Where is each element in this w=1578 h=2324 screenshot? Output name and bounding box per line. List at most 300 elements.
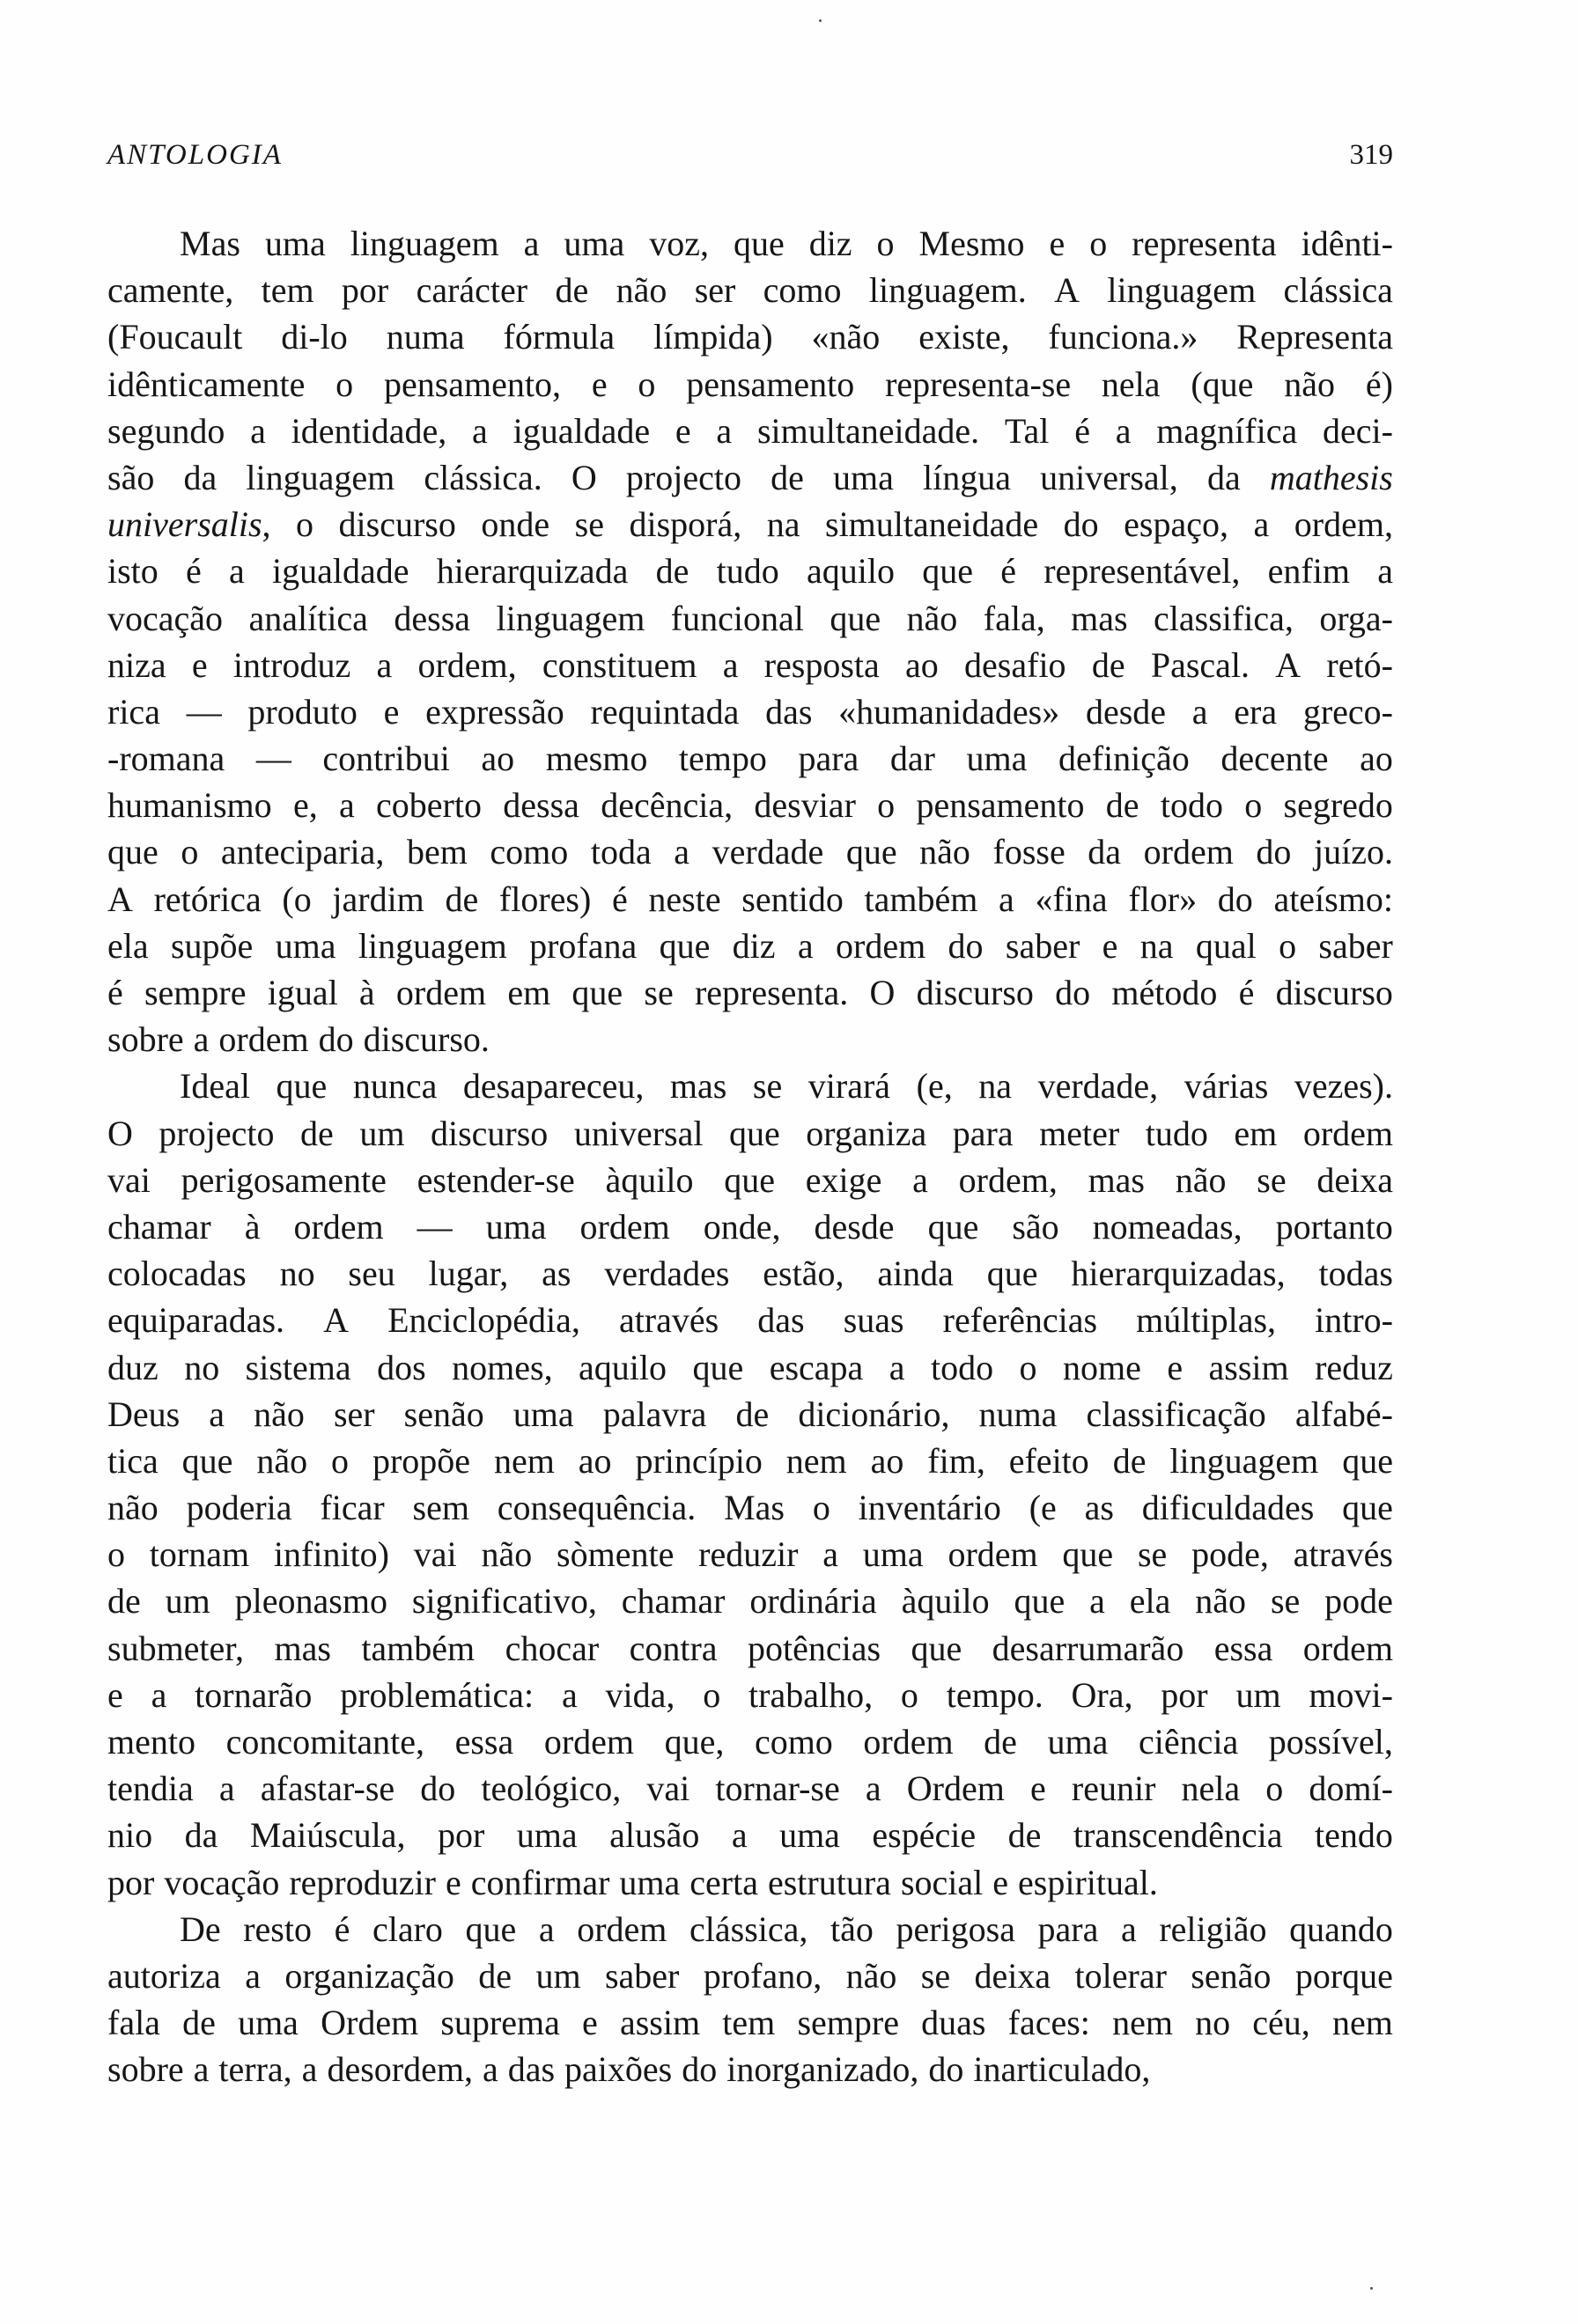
word: De [180,1908,221,1949]
paragraph [107,1063,1393,1905]
word: sobre [107,2049,184,2090]
word: poderia [186,1488,292,1528]
text-line [107,1110,1393,1157]
word: de [984,1722,1017,1761]
word: uma [275,925,336,966]
word: contribui [322,739,450,779]
word: a [245,1955,261,1996]
word: reunir [1071,1769,1156,1809]
word: é) [1365,364,1393,404]
word: as [542,1254,571,1294]
word: Mas [724,1488,785,1528]
word: uma [619,1862,681,1902]
word: duz [107,1347,159,1387]
word: desafio [964,644,1066,685]
word: ateísmo: [1273,879,1393,919]
word: que [1342,1440,1393,1481]
word: ordem [543,1722,635,1761]
word: ordem [218,1019,309,1060]
word: discurso [1275,973,1393,1012]
word: ordem, [958,1159,1058,1200]
word: várias [1184,1066,1269,1107]
word: duas [921,2003,986,2043]
text-line [107,1718,1393,1765]
word: ser [694,270,736,311]
word: senão [403,1394,484,1434]
word: organização [284,1955,454,1996]
word: bem [406,832,468,872]
word: vocação [164,1862,280,1902]
word: faces: [1007,2003,1090,2043]
word: a [151,1674,167,1715]
word: saber [1005,925,1080,966]
word: linguagem [1169,1440,1319,1481]
word: clássica. [424,457,542,497]
word: diz [732,925,776,966]
word: dificuldades [1141,1488,1315,1528]
word: é [334,1908,350,1949]
word: língua [923,457,1012,497]
word: Representa [1236,317,1393,357]
word: vai [413,1534,457,1575]
word: produto [247,691,358,732]
word: a [193,2049,210,2090]
word: idênti- [1301,224,1393,263]
word: (Foucault [107,317,243,357]
word: que [1342,1488,1393,1528]
word: — [417,1206,453,1247]
word: discurso [916,973,1034,1012]
word: nomes, [452,1347,553,1387]
word: sentido [741,879,844,919]
word: que [986,1254,1038,1294]
word: chamar [621,1581,726,1622]
word: como [490,832,569,872]
word: (e, [916,1066,953,1107]
word: também [361,1628,476,1668]
word: inventário [858,1488,1001,1528]
word: ela [107,925,149,966]
word: ela [1129,1581,1171,1622]
word: coberto [376,785,482,826]
word: movi- [1309,1674,1393,1715]
word: no [184,1347,220,1387]
word: que [911,1628,962,1668]
word: Ideal [180,1066,250,1107]
word: isto [107,551,159,592]
word: pensamento [916,785,1085,826]
word: profano, [703,1955,822,1996]
word: organiza [806,1113,927,1153]
word: A [107,879,133,919]
word: Enciclopédia, [387,1300,580,1341]
word: uma [862,1534,924,1575]
word: linguagem [350,224,499,263]
word: discurso [338,504,456,545]
word: estão, [763,1254,844,1294]
running-title: ANTOLOGIA [107,139,283,171]
word: pode, [1191,1534,1269,1575]
word: representa [1132,224,1277,263]
word: tem [722,2003,776,2043]
word: profana [529,925,638,966]
word: e [675,410,691,451]
text-line [107,1484,1393,1531]
word: ordem [948,1534,1038,1575]
word: do [928,2049,964,2090]
word: princípio [635,1440,763,1481]
word: discurso [430,1113,549,1153]
word: não [481,1534,533,1575]
word: e [992,1862,1009,1902]
word: o [638,364,656,404]
word: o [703,1674,721,1715]
word: é [1000,551,1016,592]
word: ordem [293,1206,384,1247]
word: do [948,925,984,966]
word: dar [889,739,935,779]
word: segundo [107,410,225,451]
word: a [301,2049,318,2090]
word: através [1293,1534,1393,1575]
text-line [107,1625,1393,1672]
word: que [927,1206,979,1247]
word: o [1019,1347,1037,1387]
word: discurso. [363,1019,490,1060]
word: todo [1160,785,1223,826]
word: do [1055,973,1091,1012]
word: espiritual. [1018,1862,1158,1902]
word: de [478,1955,512,1996]
word: são [1012,1206,1059,1247]
word: a [193,1019,210,1060]
word: universalis, [107,504,271,545]
text-line [107,548,1393,594]
text-line [107,1063,1393,1109]
word: desde [814,1206,895,1247]
word: (e [1029,1488,1057,1528]
word: do [318,1019,354,1060]
word: deixa [974,1955,1051,1996]
word: um [359,1113,405,1153]
word: que [845,832,897,872]
word: representável, [1043,551,1241,592]
word: mas [1088,1159,1145,1200]
word: da [183,457,218,497]
text-line [107,1999,1393,2046]
word: escapa [769,1347,864,1387]
word: supõe [170,925,254,966]
word: porque [1294,1955,1393,1996]
word: uma [779,1815,840,1856]
word: tica [107,1440,159,1481]
word: voz, [649,224,709,263]
word: espécie [872,1815,977,1856]
word: não [256,1440,308,1481]
word: o [877,785,896,826]
word: não [1195,1581,1247,1622]
word: desde [1085,691,1167,732]
word: vai [107,1159,151,1200]
text-line [107,595,1393,642]
word: quando [1289,1908,1393,1949]
word: de [1112,1440,1147,1481]
word: se [752,1066,783,1107]
word: Maiúscula, [249,1815,406,1856]
word: se [644,973,674,1012]
word: em [1234,1113,1278,1153]
word: por [107,1862,155,1902]
word: neste [648,879,721,919]
text-line [107,642,1393,688]
word: referências [942,1300,1098,1341]
word: das [765,691,813,732]
word: o [331,1440,350,1481]
text-line [107,1859,1393,1906]
word: simultaneidade. [756,410,980,451]
word: que [107,832,159,872]
word: ser [333,1394,375,1434]
word: A [1054,270,1080,311]
word: tempo. [946,1674,1043,1715]
word: propõe [372,1440,471,1481]
word: claro [372,1908,443,1949]
word: o [1089,224,1108,263]
word: a [912,1159,928,1200]
text-line [107,408,1393,454]
word: aquilo [807,551,895,592]
word: o [107,1534,125,1575]
text-line [107,782,1393,828]
text-line [107,1906,1393,1953]
word: tem [261,270,314,311]
word: múltiplas, [1136,1300,1277,1341]
word: de [655,551,689,592]
word: afastar-se [260,1769,395,1809]
word: greco- [1302,691,1393,732]
word: representa. [694,973,849,1012]
word: autoriza [107,1955,221,1996]
word: O [869,973,896,1012]
word: se [1257,1159,1287,1200]
word: aquilo [579,1347,667,1387]
word: linguagem [496,598,645,638]
word: domí- [1309,1769,1393,1809]
word: estrutura [767,1862,891,1902]
text-line [107,1438,1393,1484]
word: uma [1047,1722,1109,1761]
text-line [107,1344,1393,1391]
word: e [582,2003,598,2043]
text-line [107,454,1393,501]
word: efeito [1008,1440,1089,1481]
word: que, [664,1722,725,1761]
word: nem [785,1440,847,1481]
text-line [107,501,1393,548]
word: clássica, [689,1908,808,1949]
word: a [1115,410,1132,451]
word: tempo [678,739,767,779]
word: exige [805,1159,882,1200]
word: para [798,739,859,779]
word: resto [243,1908,312,1949]
word: e, [292,785,318,826]
word: enfim [1267,551,1350,592]
paragraph [107,1906,1393,2093]
word: A [1275,644,1301,685]
running-head [107,137,1393,173]
word: jardim [332,879,424,919]
word: reduz [1315,1347,1393,1387]
word: não [107,1488,159,1528]
word: o [1279,925,1297,966]
word: onde, [703,1206,781,1247]
word: sem [412,1488,469,1528]
word: a [209,1394,225,1434]
word: dicionário, [798,1394,950,1434]
word: verdade, [1037,1066,1159,1107]
word: pode [1324,1581,1393,1622]
word: saber [1318,925,1393,966]
word: que [830,598,881,638]
word: O [571,457,597,497]
word: ao [1360,739,1393,779]
word: uma [512,1394,574,1434]
word: vai [646,1769,690,1809]
word: que [733,224,785,263]
word: um [535,1955,581,1996]
word: palavra [602,1394,707,1434]
word: também [864,879,978,919]
word: a [674,832,690,872]
text-line [107,1672,1393,1718]
word: a [376,644,393,685]
word: ordem [836,925,926,966]
word: que [724,1159,775,1200]
word: Deus [107,1394,181,1434]
word: intro- [1315,1300,1393,1341]
word: de [1105,785,1139,826]
word: as [1084,1488,1114,1528]
text-line [107,1297,1393,1343]
word: mesmo [545,739,648,779]
word: ordinária [749,1581,877,1622]
word: a [482,2049,498,2090]
word: a [889,1347,905,1387]
word: niza [107,644,166,685]
text-line [107,361,1393,408]
word: todo [930,1347,994,1387]
word: nem [493,1440,555,1481]
word: ao [578,1440,612,1481]
word: a [797,925,814,966]
text-line [107,923,1393,969]
word: simultaneidade [825,504,1039,545]
word: a [1089,1581,1105,1622]
word: igualdade [512,410,651,451]
word: a [865,1769,881,1809]
word: se [1270,1581,1301,1622]
word: que [571,973,623,1012]
text-line [107,735,1393,782]
body-text [107,220,1393,2093]
word: o [900,1674,918,1715]
text-line [107,1812,1393,1858]
word: sòmente [557,1534,675,1575]
word: Mesmo [918,224,1025,263]
word: carácter [416,270,528,311]
word: paixões [564,2049,673,2090]
word: não [254,1394,305,1434]
word: por [437,1815,485,1856]
word: inorganizado, [726,2049,919,2090]
word: ordem, [1294,504,1393,545]
word: desarrumarão [992,1628,1184,1668]
word: Ordem [906,1769,1005,1809]
word: não [1175,1159,1227,1200]
word: nio [107,1815,153,1856]
text-line [107,1765,1393,1812]
word: chocar [505,1628,600,1668]
word: transcendência [1073,1815,1283,1856]
word: essa [1213,1628,1273,1668]
word: ordem [1143,832,1234,872]
word: linguagem [358,925,507,966]
word: fala, [983,598,1045,638]
word: uma [833,457,894,497]
word: que [276,1066,328,1107]
text-line [107,969,1393,1016]
word: mathesis [1269,457,1393,497]
word: a [1120,1908,1137,1949]
word: qual [1195,925,1257,966]
word: social [900,1862,984,1902]
word: funcional [670,598,804,638]
word: meter [1039,1113,1120,1153]
word: colocadas [107,1254,247,1294]
word: constituem [542,644,697,685]
word: — [255,739,291,779]
word: Mas [180,224,240,263]
word: fosse [992,832,1066,872]
word: virará [807,1066,891,1107]
word: se [574,504,604,545]
word: e [1029,1769,1046,1809]
text-line [107,1157,1393,1203]
word: de [735,1394,770,1434]
word: hierarquizada [436,551,629,592]
word: a [339,785,355,826]
text-line [107,220,1393,267]
word: representa-se [885,364,1072,404]
word: deixa [1316,1159,1393,1200]
word: e [1102,925,1118,966]
word: de [1091,644,1125,685]
word: e [1167,1347,1184,1387]
word: assim [619,2003,701,2043]
word: numa [978,1394,1058,1434]
text-line [107,1953,1393,1999]
word: diz [808,224,852,263]
word: sistema [245,1347,351,1387]
text-line [107,688,1393,735]
word: a [1377,551,1393,592]
word: contra [629,1628,718,1668]
word: do [1063,504,1099,545]
word: teológico, [481,1769,622,1809]
word: vida, [605,1674,675,1715]
word: límpida) [653,317,773,357]
